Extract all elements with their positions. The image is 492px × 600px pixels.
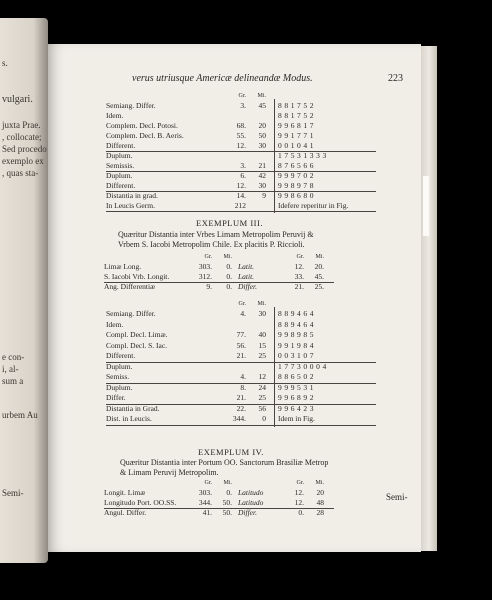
coord-longitude-degrees: 303. xyxy=(198,262,212,271)
coord-head: Mi. xyxy=(315,480,324,486)
row-minutes: 15 xyxy=(258,340,266,350)
table-rule xyxy=(106,362,376,363)
left-fragment: e con- xyxy=(2,352,25,362)
row-minutes: 40 xyxy=(258,330,266,339)
row-label: Complem. Decl. Potosi. xyxy=(106,121,178,130)
row-minutes: 12 xyxy=(258,372,266,381)
row-label: Duplum. xyxy=(106,151,133,160)
row-minutes: 50 xyxy=(258,131,266,140)
row-log-value: Idem in Fig. xyxy=(278,414,315,423)
column-divider xyxy=(274,99,275,213)
coord-latitude-minutes: 48 xyxy=(316,498,324,507)
row-label: Compl. Decl. Limæ. xyxy=(106,330,168,339)
row-degrees: 14. xyxy=(236,191,246,200)
coord-tag: Latit. xyxy=(238,272,255,281)
row-label: Idem. xyxy=(106,319,124,329)
row-degrees: 12. xyxy=(236,181,246,190)
row-minutes: 30 xyxy=(258,181,266,190)
table-rule xyxy=(106,425,376,426)
row-minutes: 45 xyxy=(258,101,266,110)
exemplum-4-title: EXEMPLUM IV. xyxy=(198,447,264,457)
table-rule xyxy=(106,171,376,172)
page-edge xyxy=(421,46,437,551)
coord-head: Gr. xyxy=(296,254,304,260)
coord-head: Mi. xyxy=(223,254,232,260)
coord-latitude-minutes: 28 xyxy=(316,508,324,517)
coord-longitude-degrees: 312. xyxy=(198,272,212,281)
table-rule xyxy=(106,404,376,405)
left-fragment: i, al- xyxy=(2,364,19,374)
row-degrees: 56. xyxy=(236,340,246,350)
row-degrees: 12. xyxy=(236,141,246,150)
row-degrees: 21. xyxy=(236,393,246,402)
left-page xyxy=(0,18,48,563)
coord-latitude-degrees: 0. xyxy=(298,508,304,517)
row-label: Duplum. xyxy=(106,382,133,392)
coord-latitude-minutes: 25. xyxy=(314,282,324,291)
coord-latitude-degrees: 12. xyxy=(294,488,304,497)
column-head-grad: Gr. xyxy=(238,301,246,307)
coord-label: Longitudo Port. OO.SS. xyxy=(104,498,177,507)
coord-longitude-minutes: 50. xyxy=(222,498,232,507)
left-fragment: vulgari. xyxy=(2,94,33,105)
exemplum-3-title: EXEMPLUM III. xyxy=(196,218,263,228)
row-log-value: 881752 xyxy=(278,111,317,120)
row-log-value: 998978 xyxy=(278,181,317,190)
left-fragment: Sed procedo xyxy=(2,144,47,154)
exemplum-4-coordinates xyxy=(104,480,364,524)
exemplum-3-coordinates xyxy=(104,254,364,298)
row-label: Idem. xyxy=(106,111,124,120)
row-log-value: 998985 xyxy=(278,330,317,339)
column-head-minutes: Mi. xyxy=(257,93,266,99)
coord-label: Limæ Long. xyxy=(104,262,142,271)
right-page xyxy=(48,44,421,552)
row-label: In Leucis Germ. xyxy=(106,201,155,210)
left-fragment: Semi- xyxy=(2,488,24,498)
exemplum-4-question-line: & Limam Peruvij Metropolim. xyxy=(120,468,219,477)
column-head-minutes: Mi. xyxy=(257,301,266,307)
row-minutes: 24 xyxy=(258,382,266,392)
row-label: Distantia in Grad. xyxy=(106,403,160,413)
row-degrees: 8. xyxy=(240,382,246,392)
row-label: Semiang. Differ. xyxy=(106,309,156,318)
row-label: Dist. in Leucis. xyxy=(106,414,152,423)
coord-latitude-minutes: 20 xyxy=(316,488,324,497)
calculation-table-2 xyxy=(106,301,376,431)
coord-tag: Differ. xyxy=(238,282,257,291)
row-degrees: 21. xyxy=(236,351,246,360)
column-divider xyxy=(274,307,275,427)
row-log-value: 889464 xyxy=(278,319,317,329)
row-log-value: 991771 xyxy=(278,131,317,140)
catchword: Semi- xyxy=(386,492,408,502)
row-log-value: 876566 xyxy=(278,161,317,170)
row-log-value: 001041 xyxy=(278,141,317,150)
row-minutes: 20 xyxy=(258,121,266,130)
row-label: Compl. Decl. S. Iac. xyxy=(106,340,168,350)
row-degrees: 22. xyxy=(236,403,246,413)
row-label: Differ. xyxy=(106,393,126,402)
row-degrees: 77. xyxy=(236,330,246,339)
row-label: Different. xyxy=(106,181,136,190)
row-degrees: 6. xyxy=(240,171,246,180)
coord-longitude-degrees: 303. xyxy=(198,488,212,497)
left-fragment: , collocate; xyxy=(2,132,42,142)
coord-label: Ang. Differentiæ xyxy=(104,282,156,291)
coord-latitude-degrees: 12. xyxy=(294,498,304,507)
coord-longitude-minutes: 0. xyxy=(226,282,232,291)
coord-latitude-minutes: 45. xyxy=(314,272,324,281)
row-log-value: 881752 xyxy=(278,101,317,110)
coord-label: Angul. Differ. xyxy=(104,508,147,517)
coord-longitude-degrees: 41. xyxy=(202,508,212,517)
row-label: Duplum. xyxy=(106,171,133,180)
page-number: 223 xyxy=(388,73,403,84)
coord-latitude-minutes: 20. xyxy=(314,262,324,271)
column-head-grad: Gr. xyxy=(238,93,246,99)
row-label: Different. xyxy=(106,141,136,150)
row-minutes: 30 xyxy=(258,309,266,318)
running-title: verus utriusque Americæ delineandæ Modus. xyxy=(132,73,313,84)
row-label: Semissis. xyxy=(106,161,135,170)
row-log-value: 889464 xyxy=(278,309,317,318)
coord-latitude-degrees: 33. xyxy=(294,272,304,281)
row-degrees: 3. xyxy=(240,101,246,110)
coord-latitude-degrees: 21. xyxy=(294,282,304,291)
row-minutes: 21 xyxy=(258,161,266,170)
row-degrees: 55. xyxy=(236,131,246,140)
left-fragment: , quas sta- xyxy=(2,168,39,178)
left-fragment: sum a xyxy=(2,376,24,386)
row-label: Distantia in grad. xyxy=(106,191,158,200)
left-fragment: urbem Au xyxy=(2,410,38,420)
left-fragment: exemplo ex xyxy=(2,156,44,166)
row-minutes: 42 xyxy=(258,171,266,180)
table-rule xyxy=(106,383,376,384)
coord-head: Gr. xyxy=(296,480,304,486)
exemplum-3-question-line: Vrbem S. Iacobi Metropolim Chile. Ex placitis P. Riccioli. xyxy=(118,240,305,249)
row-label: Complem. Decl. B. Aeris. xyxy=(106,131,184,140)
row-minutes: 56 xyxy=(258,403,266,413)
coord-longitude-minutes: 0. xyxy=(226,488,232,497)
coord-label: Longit. Limæ xyxy=(104,488,146,497)
row-log-value: 17730004 xyxy=(278,361,329,371)
row-degrees: 68. xyxy=(236,121,246,130)
row-log-value: 886502 xyxy=(278,372,317,381)
row-log-value: 999531 xyxy=(278,382,317,392)
row-log-value: 996423 xyxy=(278,403,317,413)
calculation-table-1 xyxy=(106,93,376,213)
row-degrees: 212 xyxy=(234,201,246,210)
row-label: Duplum. xyxy=(106,361,133,371)
exemplum-4-question-line: Quæritur Distantia inter Portum OO. Sanctorum Brasiliæ Metrop xyxy=(120,458,329,467)
row-minutes: 9 xyxy=(262,191,266,200)
table-rule xyxy=(106,211,376,212)
row-minutes: 30 xyxy=(258,141,266,150)
coord-head: Gr. xyxy=(204,254,212,260)
row-log-value: Idefere reperitur in Fig. xyxy=(278,201,349,210)
left-fragment: s. xyxy=(2,58,8,68)
left-fragment: juxta Prae. xyxy=(2,120,41,130)
row-log-value: 991984 xyxy=(278,340,317,350)
table-rule xyxy=(106,151,376,152)
row-log-value: 998680 xyxy=(278,191,317,200)
coord-label: S. Iacobi Vrb. Longit. xyxy=(104,272,170,281)
exemplum-3-question-line: Quæritur Distantia inter Vrbes Limam Metropolim Peruvij & xyxy=(118,230,314,239)
row-log-value: 17531333 xyxy=(278,151,329,160)
table-rule xyxy=(106,191,376,192)
coord-longitude-minutes: 0. xyxy=(226,272,232,281)
row-label: Semiss. xyxy=(106,372,130,381)
coord-latitude-degrees: 12. xyxy=(294,262,304,271)
row-minutes: 25 xyxy=(258,393,266,402)
page-tab xyxy=(423,176,429,236)
row-minutes: 0 xyxy=(262,414,266,423)
row-log-value: 996892 xyxy=(278,393,317,402)
coord-head: Mi. xyxy=(223,480,232,486)
coord-head: Gr. xyxy=(204,480,212,486)
row-degrees: 344. xyxy=(232,414,246,423)
row-label: Different. xyxy=(106,351,136,360)
row-minutes: 25 xyxy=(258,351,266,360)
coord-tag: Latit. xyxy=(238,262,255,271)
row-label: Semiang. Differ. xyxy=(106,101,156,110)
row-log-value: 996817 xyxy=(278,121,317,130)
coord-tag: Differ. xyxy=(238,508,257,517)
row-log-value: 003107 xyxy=(278,351,317,360)
coord-tag: Latitudo xyxy=(238,488,264,497)
coord-longitude-minutes: 0. xyxy=(226,262,232,271)
coord-rule xyxy=(104,282,334,283)
coord-longitude-degrees: 9. xyxy=(206,282,212,291)
row-log-value: 999702 xyxy=(278,171,317,180)
coord-head: Mi. xyxy=(315,254,324,260)
row-degrees: 3. xyxy=(240,161,246,170)
row-degrees: 4. xyxy=(240,309,246,318)
coord-rule xyxy=(104,508,334,509)
coord-longitude-minutes: 50. xyxy=(222,508,232,517)
coord-tag: Latitudo xyxy=(238,498,264,507)
coord-longitude-degrees: 344. xyxy=(198,498,212,507)
row-degrees: 4. xyxy=(240,372,246,381)
